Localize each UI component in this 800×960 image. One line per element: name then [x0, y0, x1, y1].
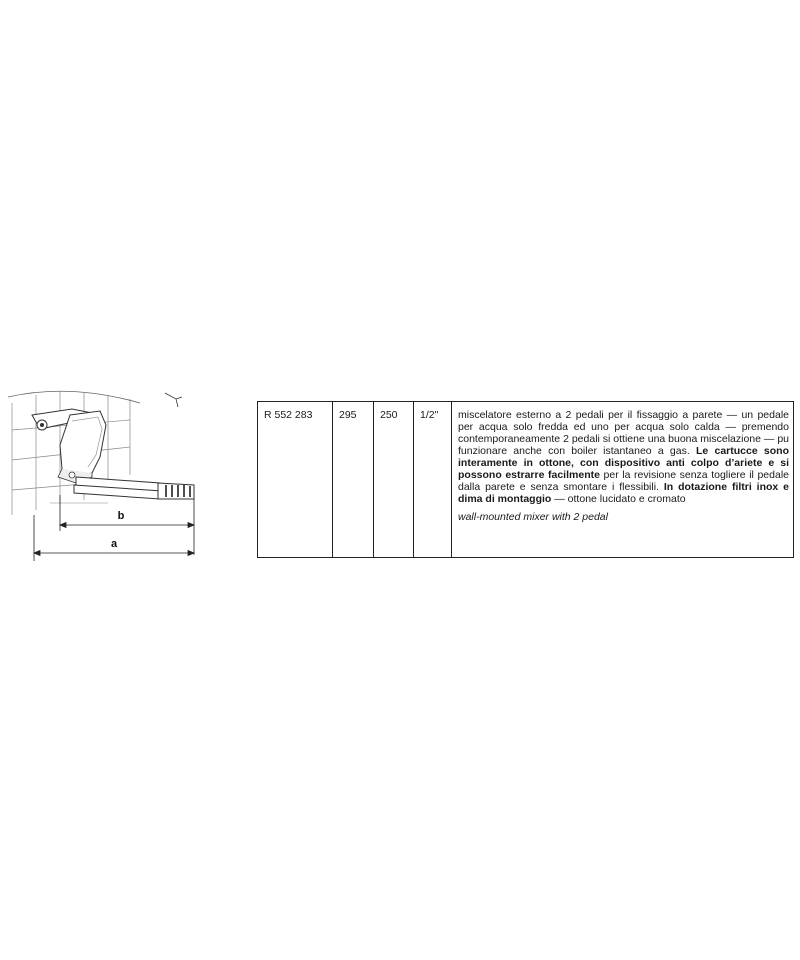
product-code: R 552 283 — [258, 402, 333, 558]
corner-mark — [165, 393, 182, 407]
dimension-b-value: 250 — [374, 402, 414, 558]
pedal-mixer-drawing — [0, 385, 205, 565]
connection-size: 1/2" — [414, 402, 452, 558]
dimension-a-label: a — [110, 538, 118, 550]
dimension-b — [60, 495, 194, 555]
product-description — [452, 402, 794, 558]
description-english: wall-mounted mixer with 2 pedal — [458, 511, 608, 523]
table-row — [258, 402, 794, 558]
pedals — [74, 477, 194, 499]
wall-edge — [8, 391, 140, 403]
dimension-b-label: b — [117, 510, 125, 522]
dimension-a-value: 295 — [333, 402, 374, 558]
description-italian: miscelatore esterno a 2 pedali per il fissaggio a parete — un pedale per acqua solo fredda ed uno per acqua solo calda — premendo contemporaneamente 2 pedali si ottiene una buona miscelazione — pu funzionare anche con boiler istantaneo a gas. Le cartucce sono interamente in ottone, con dispositivo anti colpo d’ariete e si possono estrarre facilmente per la revisione senza togliere il pedale dalla parete e senza smontare i flessibili. In dotazione filtri inox e dima di montaggio — ottone lucidato e cromato — [458, 409, 789, 505]
spec-table — [257, 401, 794, 558]
